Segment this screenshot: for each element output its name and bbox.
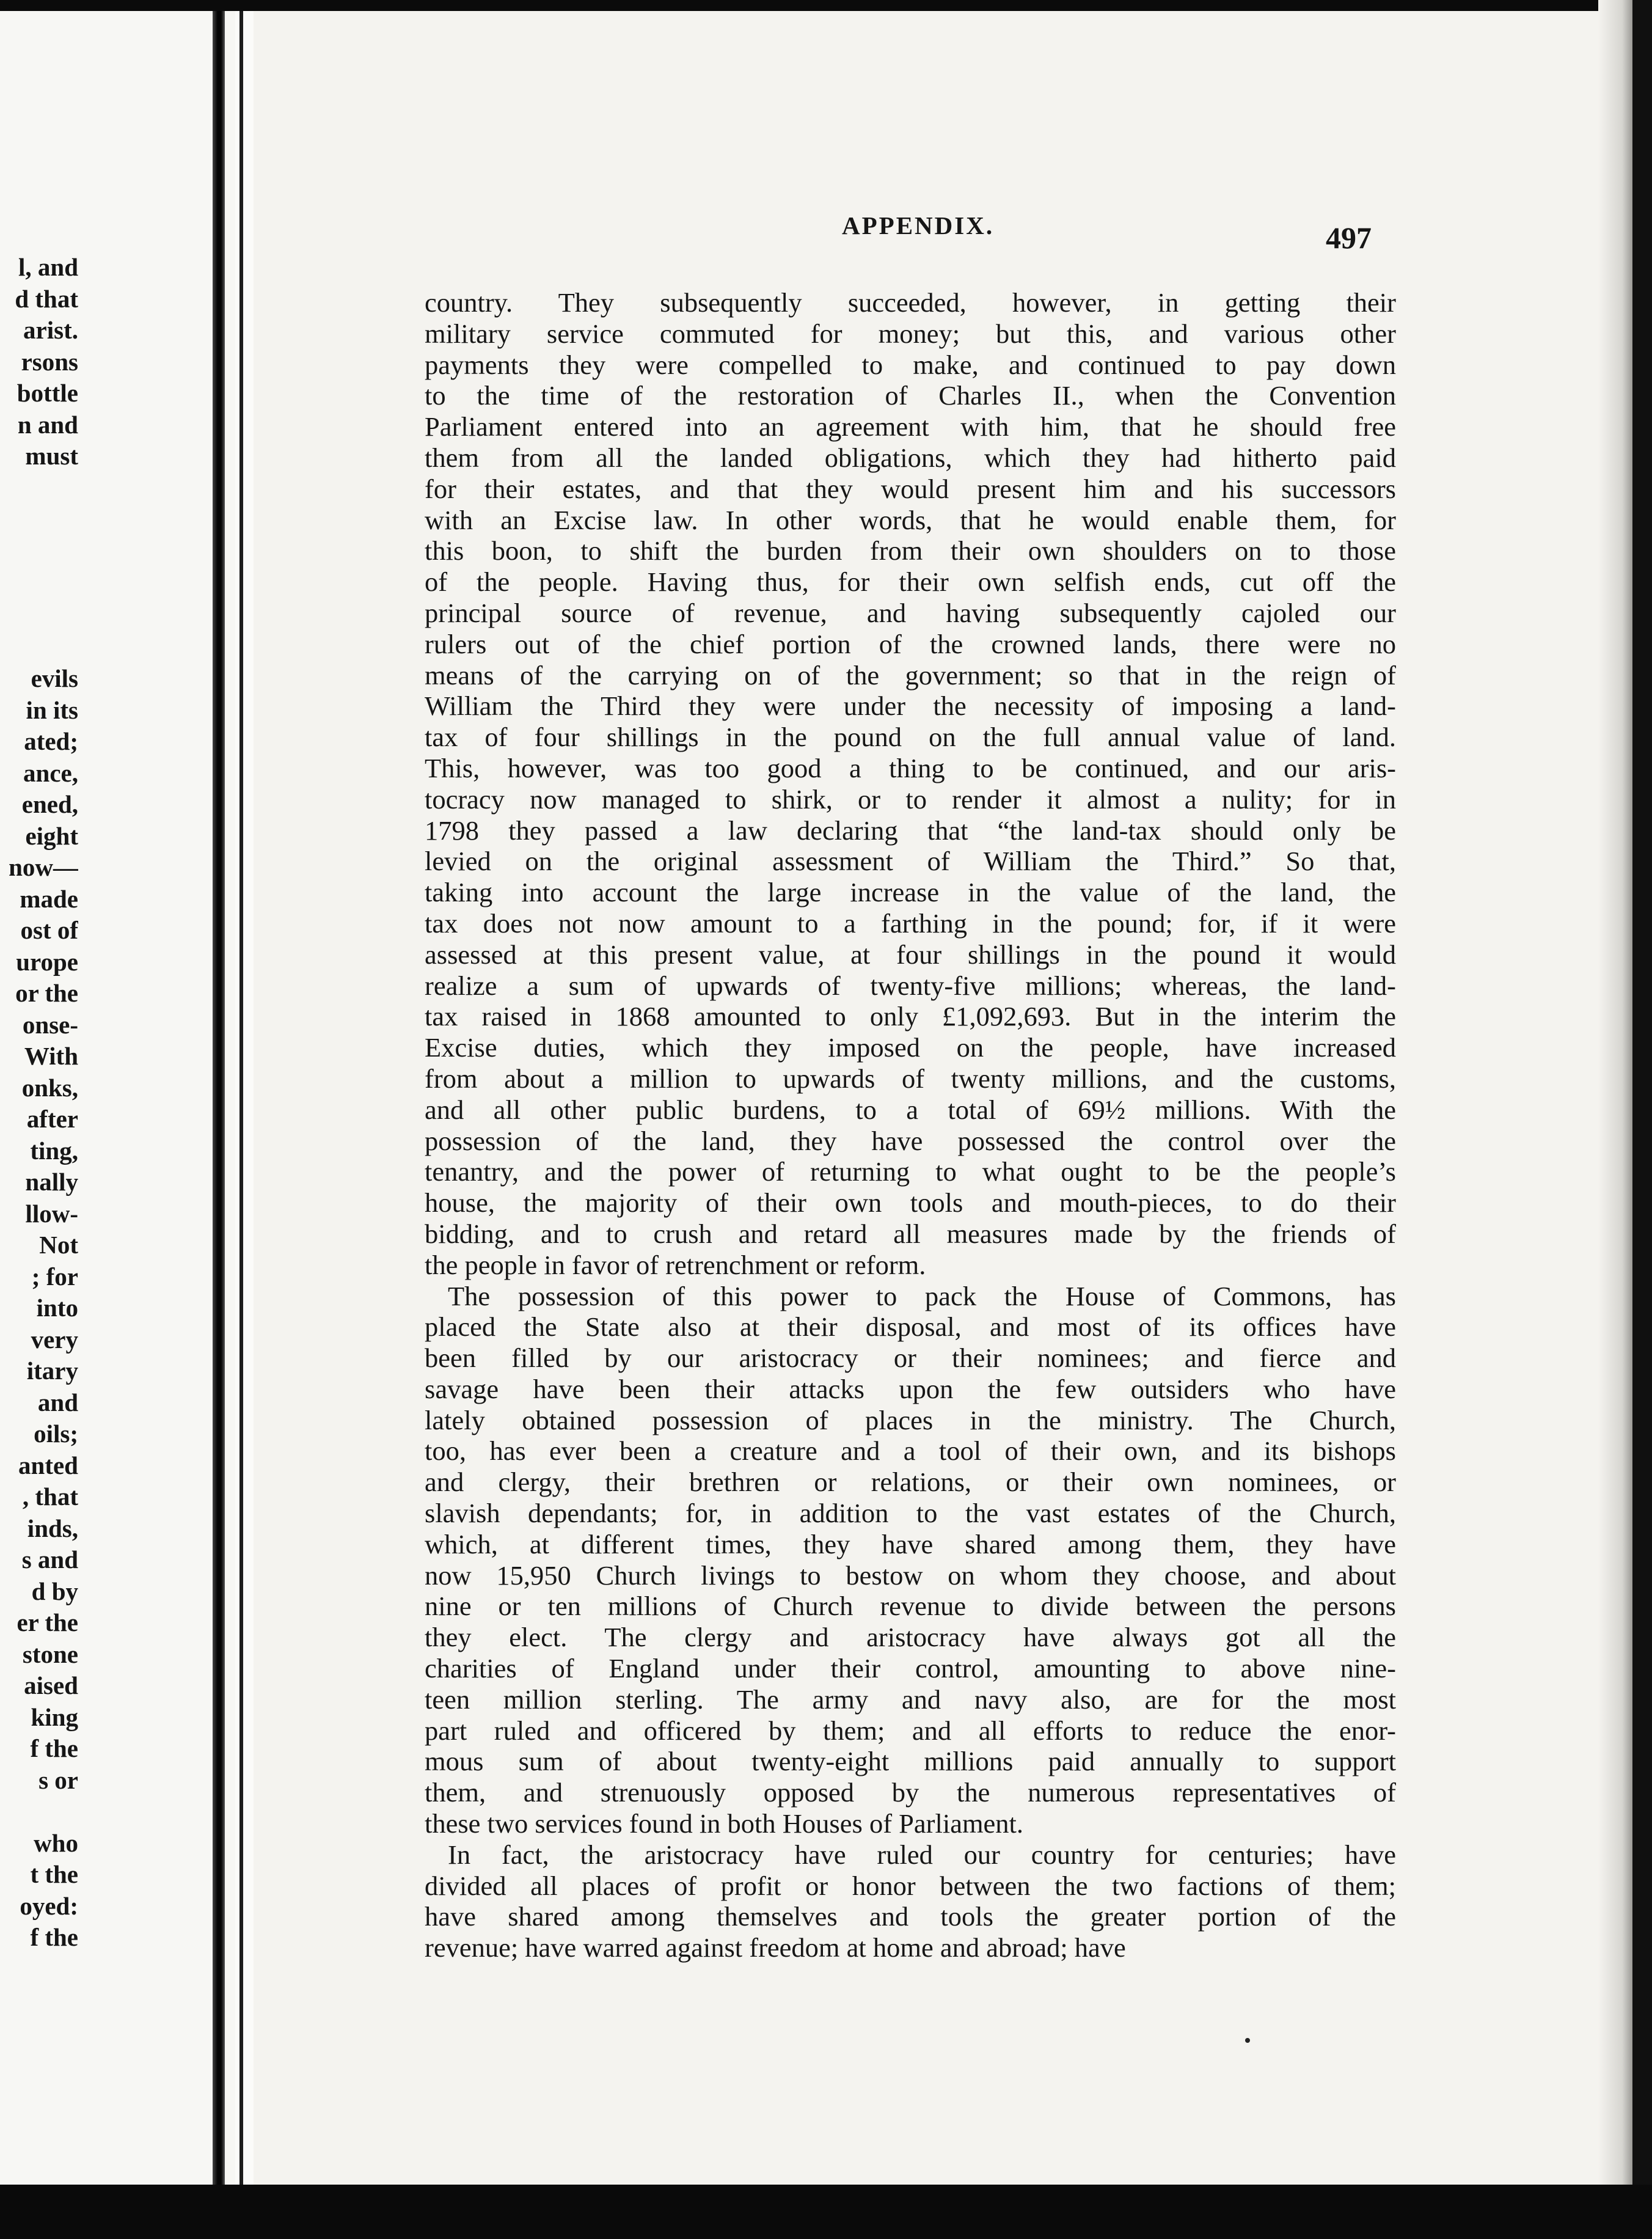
paragraph xyxy=(425,287,1396,1281)
text-line: This, however, was too good a thing to be continued, and our aris- xyxy=(425,752,1396,783)
facing-page-line: nally xyxy=(25,1168,78,1196)
facing-page-line: who xyxy=(34,1828,78,1857)
facing-page-line: itary xyxy=(26,1357,78,1385)
text-line: lately obtained possession of places in the ministry. The Church, xyxy=(425,1404,1396,1435)
facing-page-line: ost of xyxy=(20,916,78,944)
facing-page-line: in its xyxy=(26,695,78,724)
text-line: 1798 they passed a law declaring that “the land-tax should only be xyxy=(425,815,1396,846)
facing-page-line: bottle xyxy=(16,379,78,407)
text-line: now 15,950 Church livings to bestow on whom they choose, and about xyxy=(425,1559,1396,1591)
text-line: The possession of this power to pack the House of Commons, has xyxy=(448,1280,1396,1311)
facing-page-line: d that xyxy=(15,284,78,313)
text-line: Excise duties, which they imposed on the people, have increased xyxy=(425,1032,1396,1063)
text-line: assessed at this present value, at four shillings in the pound it would xyxy=(425,939,1396,970)
text-line: tax of four shillings in the pound on the full annual value of land. xyxy=(425,722,1396,753)
spine-line xyxy=(239,11,243,2185)
facing-page-line: n and xyxy=(17,410,78,439)
facing-page-line: onks, xyxy=(21,1073,78,1102)
facing-page-line: very xyxy=(31,1325,78,1354)
facing-page-line: king xyxy=(31,1702,78,1731)
text-line: slavish dependants; for, in addition to the vast estates of the Church, xyxy=(425,1498,1396,1529)
facing-page-line: llow- xyxy=(25,1199,78,1228)
page-edge-shadow xyxy=(1598,0,1632,2185)
facing-page-line: ened, xyxy=(21,790,78,818)
text-line: for their estates, and that they would present him and his successors xyxy=(425,473,1396,504)
facing-page-line: ting, xyxy=(30,1136,78,1165)
facing-page-line: inds, xyxy=(27,1514,78,1542)
text-line: levied on the original assessment of William the Third.” So that, xyxy=(425,846,1396,877)
text-line: principal source of revenue, and having subsequently cajoled our xyxy=(425,597,1396,628)
text-line: placed the State also at their disposal, and most of its offices have xyxy=(425,1311,1396,1343)
text-line: with an Excise law. In other words, that he would enable them, for xyxy=(425,504,1396,535)
facing-page-line: urope xyxy=(16,947,78,976)
text-line: payments they were compelled to make, and continued to pay down xyxy=(425,349,1396,380)
facing-page-line: stone xyxy=(22,1640,78,1668)
text-line: tax does not now amount to a farthing in the pound; for, if it were xyxy=(425,907,1396,939)
facing-page-line: now— xyxy=(9,853,78,881)
text-line: bidding, and to crush and retard all measures made by the friends of xyxy=(425,1218,1396,1249)
text-line: of the people. Having thus, for their own selfish ends, cut off the xyxy=(425,566,1396,598)
text-line: this boon, to shift the burden from their own shoulders on to those xyxy=(425,535,1396,566)
facing-page-line: ated; xyxy=(24,727,78,755)
facing-page-line: and xyxy=(37,1388,78,1416)
page-number: 497 xyxy=(1326,221,1372,255)
running-head: APPENDIX. xyxy=(842,211,995,240)
facing-page-line: ance, xyxy=(23,758,78,787)
facing-page-line: l, and xyxy=(18,253,78,281)
facing-page-line: into xyxy=(36,1294,78,1322)
text-line: nine or ten millions of Church revenue to divide between the persons xyxy=(425,1591,1396,1622)
text-line: rulers out of the chief portion of the crowned lands, there were no xyxy=(425,628,1396,659)
facing-page-line: s or xyxy=(38,1765,78,1794)
text-line: mous sum of about twenty-eight millions paid annually to support xyxy=(425,1746,1396,1777)
paragraph xyxy=(425,1839,1396,1963)
text-line: which, at different times, they have shared among them, they have xyxy=(425,1528,1396,1559)
facing-page-line: or the xyxy=(15,979,78,1007)
facing-page-line: f the xyxy=(30,1734,78,1762)
text-line: and clergy, their brethren or relations, or their own nominees, or xyxy=(425,1467,1396,1498)
book-spine xyxy=(213,11,225,2185)
scan-bottom-edge xyxy=(0,2185,1652,2239)
scan-top-edge xyxy=(0,0,1652,11)
facing-page-line: must xyxy=(25,442,78,470)
facing-page-line: Not xyxy=(39,1231,78,1259)
facing-page-line: anted xyxy=(18,1451,78,1479)
speck xyxy=(1245,2038,1250,2043)
text-line: part ruled and officered by them; and all efforts to reduce the enor- xyxy=(425,1715,1396,1746)
paragraph xyxy=(425,1281,1396,1839)
facing-page-text-bottom xyxy=(0,663,78,1954)
facing-page-line: d by xyxy=(31,1577,78,1605)
text-line: tocracy now managed to shirk, or to render it almost a nulity; for in xyxy=(425,783,1396,815)
text-line: to the time of the restoration of Charles II., when the Convention xyxy=(425,380,1396,411)
facing-page-line: t the xyxy=(30,1860,78,1888)
text-line: William the Third they were under the necessity of imposing a land- xyxy=(425,691,1396,722)
scan-right-edge xyxy=(1632,0,1652,2239)
facing-page-line: evils xyxy=(31,664,78,692)
text-line: taking into account the large increase in the value of the land, the xyxy=(425,877,1396,908)
text-line: realize a sum of upwards of twenty-five millions; whereas, the land- xyxy=(425,970,1396,1001)
gutter xyxy=(235,11,254,2185)
text-line: these two services found in both Houses of Parliament. xyxy=(425,1808,1024,1839)
facing-page-line: oyed: xyxy=(20,1891,78,1920)
facing-page-line: aised xyxy=(24,1671,78,1699)
facing-page-line: f the xyxy=(30,1923,78,1951)
text-line: possession of the land, they have possessed the control over the xyxy=(425,1125,1396,1156)
text-line: charities of England under their control, amounting to above nine- xyxy=(425,1653,1396,1684)
text-line: tax raised in 1868 amounted to only £1,092,693. But in the interim the xyxy=(425,1001,1396,1032)
text-line: tenantry, and the power of returning to what ought to be the people’s xyxy=(425,1156,1396,1187)
text-line: from about a million to upwards of twenty millions, and the customs, xyxy=(425,1063,1396,1094)
facing-page-line: eight xyxy=(25,821,78,850)
text-line: been filled by our aristocracy or their nominees; and fierce and xyxy=(425,1343,1396,1374)
text-line: them from all the landed obligations, which they had hitherto paid xyxy=(425,442,1396,473)
facing-page-line: made xyxy=(20,884,78,913)
facing-page-line: after xyxy=(26,1105,78,1133)
facing-page-text-top xyxy=(0,252,78,472)
text-line: teen million sterling. The army and navy also, are for the most xyxy=(425,1684,1396,1715)
body-text xyxy=(425,287,1396,1963)
text-line: In fact, the aristocracy have ruled our country for centuries; have xyxy=(448,1839,1396,1870)
text-line: revenue; have warred against freedom at home and abroad; have xyxy=(425,1932,1126,1963)
text-line: them, and strenuously opposed by the numerous representatives of xyxy=(425,1777,1396,1808)
text-line: they elect. The clergy and aristocracy have always got all the xyxy=(425,1622,1396,1653)
text-line: too, has ever been a creature and a tool of their own, and its bishops xyxy=(425,1435,1396,1467)
text-line: means of the carrying on of the government; so that in the reign of xyxy=(425,659,1396,691)
text-line: country. They subsequently succeeded, however, in getting their xyxy=(425,287,1396,318)
text-line: house, the majority of their own tools and mouth-pieces, to do their xyxy=(425,1187,1396,1218)
facing-page-line: rsons xyxy=(21,347,78,376)
facing-page-line: er the xyxy=(16,1608,78,1636)
facing-page-line: , that xyxy=(22,1482,78,1511)
text-line: military service commuted for money; but this, and various other xyxy=(425,318,1396,349)
facing-page-line xyxy=(0,1796,78,1828)
text-line: the people in favor of retrenchment or reform. xyxy=(425,1249,926,1280)
text-line: divided all places of profit or honor between the two factions of them; xyxy=(425,1870,1396,1901)
facing-page-line: ; for xyxy=(31,1262,78,1291)
facing-page-line: arist. xyxy=(23,316,78,344)
text-line: have shared among themselves and tools the greater portion of the xyxy=(425,1901,1396,1932)
facing-page-line: With xyxy=(24,1042,78,1070)
text-line: savage have been their attacks upon the few outsiders who have xyxy=(425,1373,1396,1404)
facing-page-line: oils; xyxy=(34,1420,78,1448)
text-line: Parliament entered into an agreement with him, that he should free xyxy=(425,411,1396,442)
facing-page-line: onse- xyxy=(22,1010,78,1039)
facing-page-line: s and xyxy=(21,1545,78,1574)
text-line: and all other public burdens, to a total of 69½ millions. With the xyxy=(425,1094,1396,1125)
